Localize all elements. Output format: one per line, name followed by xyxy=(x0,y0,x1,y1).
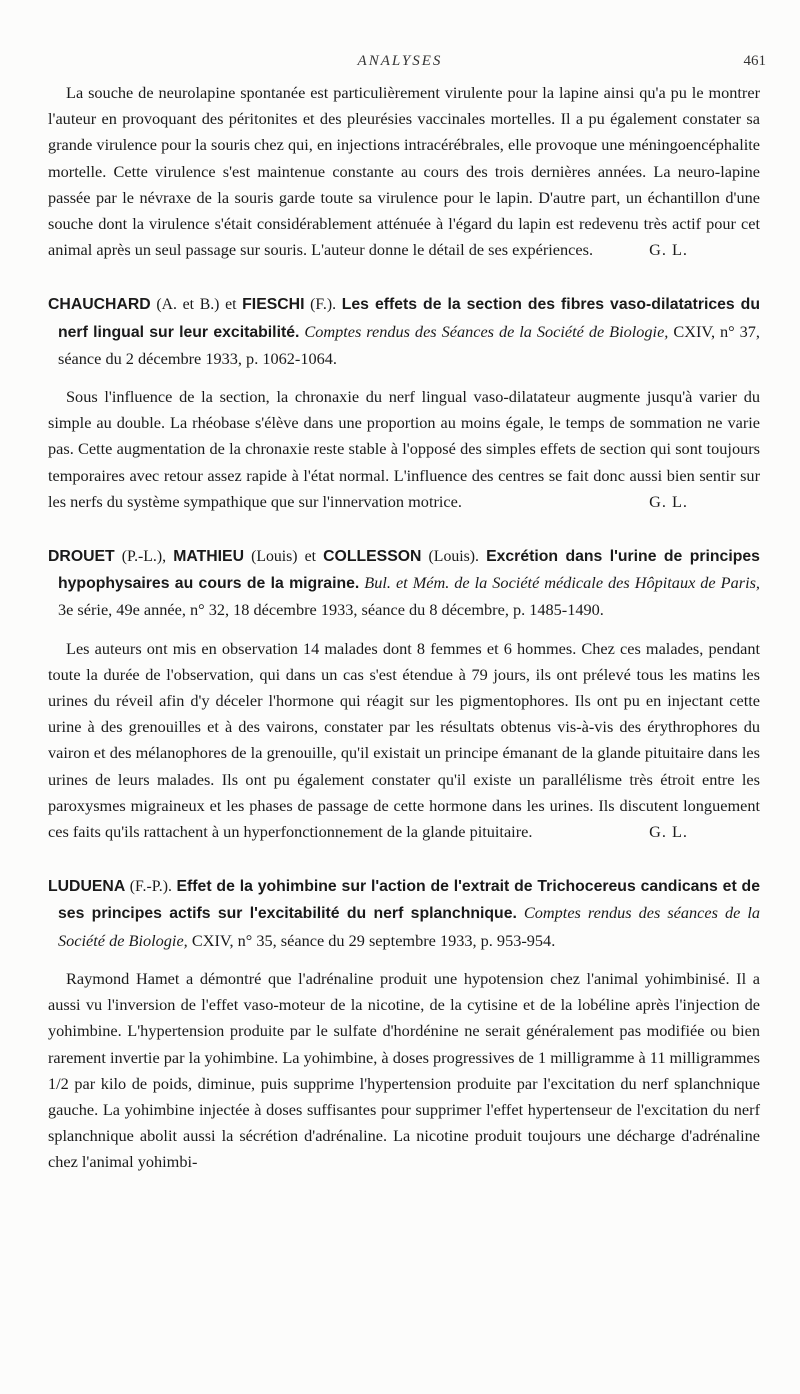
author-name: CHAUCHARD xyxy=(48,296,151,314)
journal-name: Comptes rendus des Séances de la Société de Biologie, xyxy=(304,321,669,341)
abstract-text: Les auteurs ont mis en observation 14 malades dont 8 femmes et 6 hommes. Chez ces malades, pendant toute la durée de l'observation, qui dans un cas s'est étendue à 79 jours, ils ont prélevé tous les matins les urines du réveil afin d'y déceler l'hormone qui réagit sur les pigmentophores. Ils ont pu en injectant cette urine à des grenouilles et à des vairons, constater par les résultats obtenus vis-à-vis des érythrophores du vairon et des mélanophores de la grenouille, qu'il existait un principe émanant de la glande pituitaire dans les urines de leurs malades. Ils ont pu également constater qu'il existe un parallélisme très étroit entre les paroxysmes migraineux et les phases de passage de cette hormone dans les urines. Ils discutent longuement ces faits qu'ils rattachent à un hyperfonctionnement de la glande pituitaire. xyxy=(48,638,760,842)
reviewer-signature: G. L. xyxy=(649,491,688,511)
abstract-text: Sous l'influence de la section, la chronaxie du nerf lingual vaso-dilatateur augmente jusqu'à varier du simple au double. La rhéobase s'élève dans une proportion au moins égale, le temps de sommation ne varie pas. Cette augmentation de la chronaxie reste stable à l'opposé des simples effets de section qui sont toujours temporaires avec retour assez rapide à l'état normal. L'influence des centres se fait donc aussi bien sentir sur les nerfs du système sympathique que sur l'innervation motrice. xyxy=(48,387,760,511)
article-title: Effet de la yohimbine sur l'action de l'extrait de Trichocereus candicans et de ses principes actifs sur l'excitabilité du nerf splanchnique. xyxy=(58,878,760,923)
citation xyxy=(48,873,760,954)
author-name: MATHIEU xyxy=(173,548,244,566)
citation xyxy=(48,543,760,624)
citation xyxy=(48,291,760,372)
author-initials: (Louis). xyxy=(428,548,479,566)
page-number: 461 xyxy=(743,53,766,69)
journal-name: Comptes rendus des séances de la Société de Biologie, xyxy=(58,903,760,950)
author-initials: (F.). xyxy=(310,296,337,314)
conjunction: et xyxy=(304,548,317,566)
author-name: FIESCHI xyxy=(242,296,305,314)
author-initials: (P.-L.), xyxy=(121,548,167,566)
author-initials: (A. xyxy=(156,296,177,314)
abstract-paragraph xyxy=(48,80,760,263)
running-header xyxy=(0,48,800,74)
reviewer-signature: G. L. xyxy=(649,822,688,842)
conjunction: et xyxy=(225,296,237,314)
author-name: DROUET xyxy=(48,548,115,566)
abstract-paragraph xyxy=(48,636,760,846)
running-title: ANALYSES xyxy=(357,53,443,69)
author-initials: (F.-P.). xyxy=(129,878,172,896)
review-entry xyxy=(48,291,760,515)
journal-name: Bul. et Mém. de la Société médicale des Hôpitaux de Paris, xyxy=(364,573,760,593)
abstract-paragraph xyxy=(48,966,760,1176)
continuation-abstract xyxy=(48,80,760,263)
citation-details: CXIV, n° 37, séance du 2 décembre 1933, p. 1062-1064. xyxy=(58,321,760,368)
article-title: Excrétion dans l'urine de principes hypophysaires au cours de la migraine. xyxy=(58,548,760,593)
author-name: LUDUENA xyxy=(48,878,126,896)
citation-details: CXIV, n° 35, séance du 29 septembre 1933, p. 953-954. xyxy=(191,930,556,950)
page-body xyxy=(48,80,760,1176)
abstract xyxy=(48,384,760,515)
abstract-paragraph xyxy=(48,384,760,515)
author-initials: (Louis) xyxy=(251,548,298,566)
abstract xyxy=(48,636,760,846)
abstract xyxy=(48,966,760,1176)
author-initials: B.) xyxy=(199,296,220,314)
review-entry xyxy=(48,873,760,1175)
abstract-text: La souche de neurolapine spontanée est particulièrement virulente pour la lapine ainsi qu'a pu le montrer l'auteur en provoquant des péritonites et des pleurésies vaccinales mortelles. Il a pu également constater sa grande virulence pour la souris chez qui, en injections intracérébrales, elle provoque une méningoencéphalite mortelle. Cette virulence s'est maintenue constante au cours des trois dernières années. La neuro-lapine passée par le névraxe de la souris garde toute sa virulence pour le lapin. D'autre part, un échantillon d'une souche dont la virulence s'était considérablement atténuée à l'égard du lapin est redevenu très actif pour cet animal après un seul passage sur souris. L'auteur donne le détail de ses expériences. xyxy=(48,83,760,260)
abstract-text: Raymond Hamet a démontré que l'adrénaline produit une hypotension chez l'animal yohimbinisé. Il a aussi vu l'inversion de l'effet vaso-moteur de la nicotine, de la cytisine et de la lobéline après l'injection de yohimbine. L'hypertension produite par le sulfate d'hordénine ne serait généralement pas modifiée ou bien rarement invertie par la yohimbine. La yohimbine, à doses progressives de 1 milligramme à 11 milligrammes 1/2 par kilo de poids, diminue, puis supprime l'hypertension produite par l'excitation du nerf splanchnique gauche. La yohimbine injectée à doses suffisantes pour supprimer l'effet hypertenseur de l'excitation du nerf splanchnique abolit aussi la sécrétion d'adrénaline. La nicotine produit toujours une décharge d'adrénaline chez l'animal yohimbi- xyxy=(48,968,760,1172)
citation-details: 3e série, 49e année, n° 32, 18 décembre 1933, séance du 8 décembre, p. 1485-1490. xyxy=(58,600,604,620)
reviewer-signature: G. L. xyxy=(649,240,688,260)
author-name: COLLESSON xyxy=(323,548,422,566)
article-title: Les effets de la section des fibres vaso-dilatatrices du nerf lingual sur leur excitabilité. xyxy=(58,296,760,341)
review-entry xyxy=(48,543,760,845)
conjunction: et xyxy=(182,296,195,314)
